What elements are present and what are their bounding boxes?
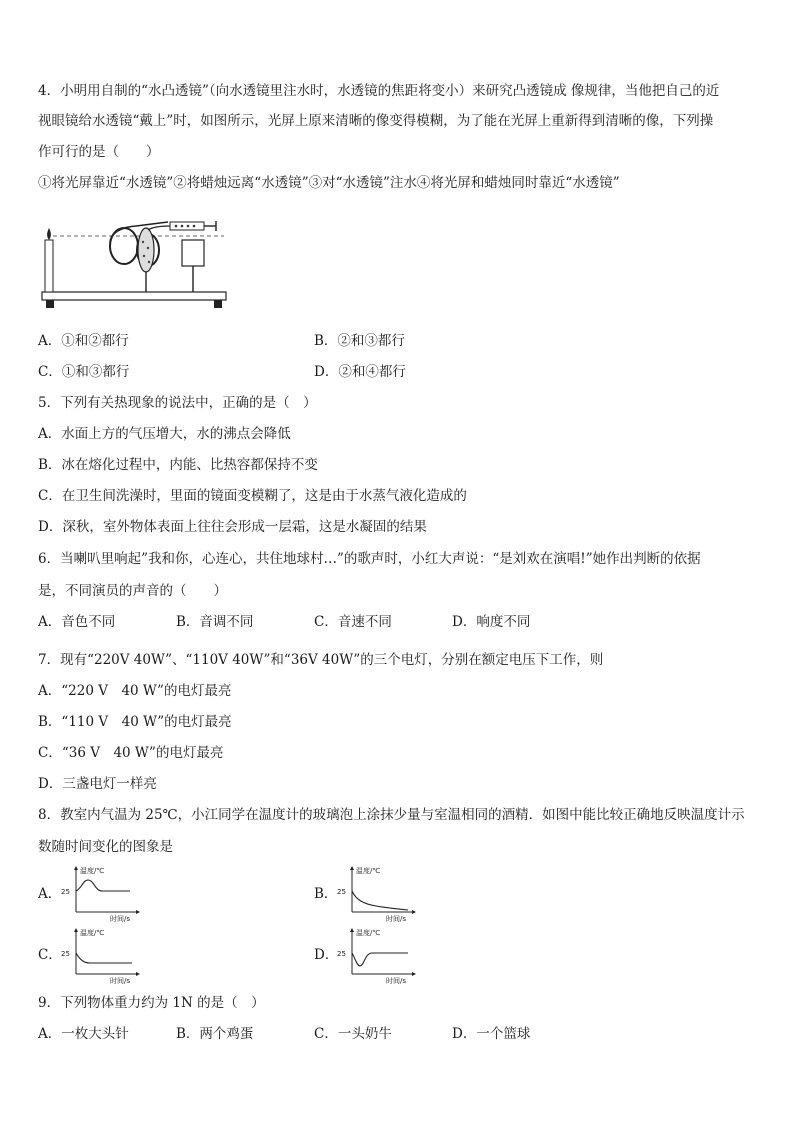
q5-option-a: A．水面上方的气压增大，水的沸点会降低 [38, 426, 291, 442]
q4-stem-line-1: 4．小明用自制的“水凸透镜”（向水透镜里注水时，水透镜的焦距将变小）来研究凸透镜成 像规律，当他把自己的近 [38, 83, 720, 99]
q9-option-b: B．两个鸡蛋 [176, 1026, 254, 1042]
q5-option-d: D．深秋，室外物体表面上往往会形成一层霜，这是水凝固的结果 [38, 519, 427, 535]
graph-xlabel: 时间/s [386, 915, 407, 922]
q9-option-a: A．一枚大头针 [38, 1026, 129, 1042]
q8-stem-line-1: 8．教室内气温为 25℃，小江同学在温度计的玻璃泡上涂抹少量与室温相同的酒精．如图中能比较正确地反映温度计示 [38, 807, 745, 823]
q7-stem: 7．现有“220V 40W”、“110V 40W”和“36V 40W”的三个电灯，分别在额定电压下工作，则 [38, 652, 604, 668]
q8-option-d-letter: D． [314, 947, 339, 963]
q9-option-c: C．一头奶牛 [314, 1026, 392, 1042]
q4-option-c: C．①和③都行 [38, 364, 130, 380]
q8-option-b-letter: B． [314, 886, 338, 902]
q4-stem-line-3: 作可行的是（ ） [38, 144, 160, 160]
q5-option-b: B．冰在熔化过程中，内能、比热容都保持不变 [38, 457, 318, 473]
q6-option-c: C．音速不同 [314, 614, 392, 630]
q9-option-d: D．一个篮球 [452, 1026, 531, 1042]
graph-tick-label: 25 [337, 950, 346, 958]
graph-xlabel: 时间/s [110, 915, 131, 922]
q5-option-c: C．在卫生间洗澡时，里面的镜面变模糊了，这是由于水蒸气液化造成的 [38, 488, 467, 504]
q5-stem: 5．下列有关热现象的说法中，正确的是（ ） [38, 395, 317, 411]
graph-ylabel: 温度/℃ [356, 929, 381, 937]
q8-graph-c [58, 926, 140, 984]
graph-xlabel: 时间/s [386, 977, 407, 984]
graph-ylabel: 温度/℃ [356, 867, 381, 875]
q8-graph-d [334, 926, 416, 984]
q8-option-a-letter: A． [38, 886, 62, 902]
q4-apparatus-figure [36, 212, 232, 324]
q4-option-a: A．①和②都行 [38, 333, 129, 349]
q7-option-d: D．三盏电灯一样亮 [38, 776, 157, 792]
graph-ylabel: 温度/℃ [80, 929, 105, 937]
q6-stem-line-2: 是，不同演员的声音的（ ） [38, 583, 227, 599]
q7-option-a: A．“220 V 40 W”的电灯最亮 [38, 683, 232, 699]
q4-stem-line-2: 视眼镜给水透镜“戴上”时，如图所示，光屏上原来清晰的像变得模糊，为了能在光屏上重新得到清晰的像，下列操 [38, 113, 714, 129]
q8-graph-b [334, 864, 416, 922]
q4-stem-line-4: ①将光屏靠近“水透镜”②将蜡烛远离“水透镜”③对“水透镜”注水④将光屏和蜡烛同时靠近“水透镜” [38, 175, 620, 191]
graph-ylabel: 温度/℃ [80, 867, 105, 875]
graph-xlabel: 时间/s [110, 977, 131, 984]
q4-option-d: D．②和④都行 [314, 364, 406, 380]
q4-option-b: B．②和③都行 [314, 333, 405, 349]
graph-tick-label: 25 [61, 950, 70, 958]
q6-stem-line-1: 6．当喇叭里响起”我和你，心连心，共住地球村…”的歌声时，小红大声说：“是刘欢在演唱!”她作出判断的依据 [38, 551, 701, 567]
q7-option-b: B．“110 V 40 W”的电灯最亮 [38, 714, 232, 730]
q8-graph-a [58, 864, 140, 922]
q7-option-c: C．“36 V 40 W”的电灯最亮 [38, 745, 224, 761]
graph-tick-label: 25 [337, 888, 346, 896]
q6-option-b: B．音调不同 [176, 614, 254, 630]
graph-tick-label: 25 [61, 888, 70, 896]
q8-option-c-letter: C． [38, 947, 62, 963]
q9-stem: 9．下列物体重力约为 1N 的是（ ） [38, 995, 265, 1011]
q8-stem-line-2: 数随时间变化的图象是 [38, 839, 173, 855]
q6-option-d: D．响度不同 [452, 614, 531, 630]
q6-option-a: A．音色不同 [38, 614, 116, 630]
